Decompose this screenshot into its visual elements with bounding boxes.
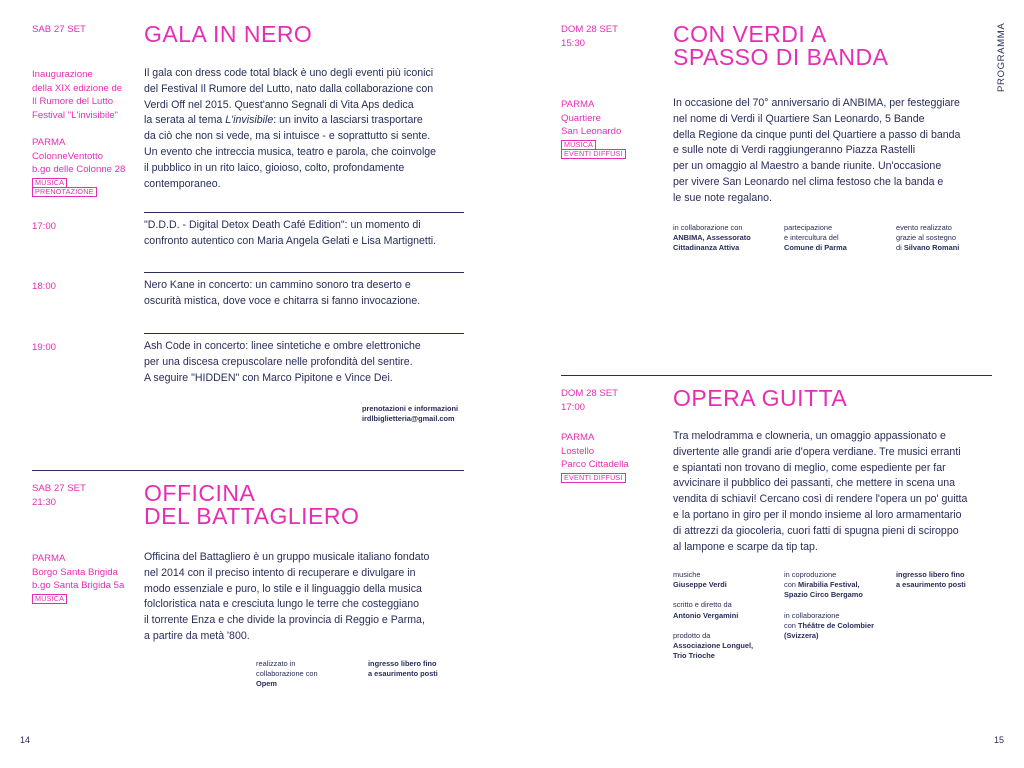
- schedule-line: per una discesa crepuscolare nelle profondità del sentire.: [144, 355, 413, 368]
- opera-body-line: e spiantati non trovano di meglio, come espediente per far: [673, 461, 946, 474]
- verdi-credit-1: [673, 223, 751, 254]
- officina-body-line: nel 2014 con il preciso intento di recuperare e divulgare in: [144, 566, 416, 579]
- verdi-datetime: [561, 23, 618, 50]
- schedule-line: Nero Kane in concerto: un cammino sonoro tra deserto e: [144, 279, 411, 291]
- divider: [144, 212, 464, 213]
- schedule-line: confronto autentico con Maria Angela Gelati e Lisa Martignetti.: [144, 234, 437, 247]
- officina-city: PARMA: [32, 553, 66, 564]
- schedule-item: [144, 339, 421, 386]
- tag-eventi-diffusi: EVENTI DIFFUSI: [561, 473, 626, 483]
- officina-body-line: il torrente Enza e che divide la provincia di Reggio e Parma,: [144, 614, 425, 627]
- tag-prenotazione: PRENOTAZIONE: [32, 187, 97, 197]
- credit-line: realizzato in: [256, 659, 296, 668]
- verdi-tags: [561, 139, 626, 159]
- opera-body-line: di attrezzi da giocoleria, cuori fatti di spugna pieni di sciroppo: [673, 524, 959, 537]
- schedule-line: A seguire "HIDDEN" con Marco Pipitone e Vince Dei.: [144, 371, 393, 384]
- gala-intro-line: Festival "L'invisibile": [32, 109, 118, 121]
- opera-body-line: e la portano in giro per il mondo insieme al loro armamentario: [673, 508, 962, 521]
- gala-venue-line: b.go delle Colonne 28: [32, 164, 126, 176]
- credit-line: e intercultura del: [784, 233, 839, 243]
- opera-title: OPERA GUITTA: [673, 385, 848, 411]
- verdi-credit-3: [896, 223, 959, 254]
- credit-bold: Antonio Vergamini: [673, 610, 739, 620]
- credit-bold: Trio Trioche: [673, 651, 715, 661]
- gala-tags: [32, 177, 125, 197]
- credit-bold: Comune di Parma: [784, 243, 847, 253]
- officina-time: 21:30: [32, 496, 57, 508]
- side-label: PROGRAMMA: [996, 22, 1007, 92]
- opera-body-line: avvicinare il pubblico dei passanti, che mettere in scena una: [673, 477, 956, 490]
- officina-title: [144, 482, 359, 528]
- officina-credit: [256, 659, 318, 690]
- verdi-body-line: per vivere San Leonardo nel clima festoso che la banda e: [673, 175, 944, 188]
- credit-line: in coproduzione: [784, 570, 837, 579]
- gala-city: PARMA: [32, 137, 66, 148]
- verdi-venue-line: San Leonardo: [561, 126, 622, 138]
- schedule-time: 18:00: [32, 281, 57, 292]
- credit-line: collaborazione con: [256, 669, 318, 679]
- officina-body-line: Officina del Battagliero è un gruppo musicale italiano fondato: [144, 551, 430, 563]
- officina-venue-line: Borgo Santa Brigida: [32, 566, 118, 578]
- credit-bold: Spazio Circo Bergamo: [784, 590, 863, 600]
- opera-description: [673, 429, 967, 555]
- officina-entry: [368, 659, 438, 679]
- verdi-venue-line: Quartiere: [561, 112, 601, 124]
- tag-musica: MUSICA: [561, 140, 596, 150]
- gala-body-line: Un evento che intreccia musica, teatro e parola, che coinvolge: [144, 145, 437, 158]
- opera-body-line: al lampone e scarpe da tip tap.: [673, 540, 818, 553]
- gala-body-line: il pubblico in un rito laico, gioioso, colto, profondamente: [144, 161, 405, 174]
- opera-date: DOM 28 SET: [561, 388, 619, 399]
- section-divider: [561, 375, 992, 376]
- credit-bold: Mirabilia Festival,: [797, 580, 860, 590]
- gala-description: [144, 66, 436, 192]
- schedule-line: oscurità mistica, dove voce e chitarra si fanno invocazione.: [144, 294, 421, 307]
- officina-tags: [32, 593, 124, 604]
- officina-description: [144, 550, 429, 645]
- credit-bold: Associazione Longuel,: [673, 641, 754, 651]
- opera-entry: [896, 570, 966, 590]
- opera-tags: [561, 472, 629, 483]
- officina-body-line: a partire da metà '800.: [144, 629, 250, 642]
- entry-line: a esaurimento posti: [896, 580, 966, 590]
- gala-body-line: la serata al tema L'invisibile: un invito a lasciarsi trasportare: [144, 114, 423, 127]
- gala-contact: [362, 404, 458, 424]
- opera-body-line: Tra melodramma e clowneria, un omaggio appassionato e: [673, 430, 946, 442]
- verdi-city: PARMA: [561, 99, 595, 110]
- schedule-item: [144, 218, 436, 250]
- tag-musica: MUSICA: [32, 178, 67, 188]
- gala-intro-line: Il Rumore del Lutto: [32, 96, 114, 108]
- credit-line: grazie al sostegno: [896, 233, 956, 243]
- gala-date: SAB 27 SET: [32, 24, 86, 35]
- schedule-item: [144, 278, 420, 310]
- gala-venue: [32, 136, 125, 197]
- credit-bold: ANBIMA, Assessorato: [673, 233, 751, 243]
- verdi-title: [673, 23, 888, 69]
- opera-city: PARMA: [561, 432, 595, 443]
- credit-bold: Cittadinanza Attiva: [673, 243, 740, 253]
- opera-venue-line: Parco Cittadella: [561, 459, 629, 471]
- contact-label: prenotazioni e informazioni: [362, 404, 459, 413]
- entry-line: a esaurimento posti: [368, 669, 438, 679]
- credit-bold: Théâtre de Colombier: [797, 620, 874, 630]
- verdi-credit-2: [784, 223, 847, 254]
- officina-body-line: modo essenziale e puro, lo stile e il linguaggio della musica: [144, 582, 422, 595]
- credit-bold: (Svizzera): [784, 631, 819, 641]
- credit-line: musiche: [673, 570, 701, 579]
- credit-bold: Opem: [256, 679, 277, 689]
- schedule-line: Ash Code in concerto: linee sintetiche e ombre elettroniche: [144, 340, 421, 352]
- credit-line: con: [784, 620, 798, 630]
- officina-datetime: [32, 482, 86, 509]
- verdi-title-line: CON VERDI A: [673, 21, 827, 47]
- credit-line: prodotto da: [673, 630, 711, 640]
- opera-body-line: vendita di schiavi! Cercano così di rendere l'opera un po' guitta: [673, 493, 968, 506]
- gala-venue-line: ColonneVentotto: [32, 150, 103, 162]
- verdi-date: DOM 28 SET: [561, 24, 619, 35]
- credit-line: di: [896, 243, 902, 253]
- divider: [144, 333, 464, 334]
- verdi-time: 15:30: [561, 37, 586, 49]
- credit-bold: Silvano Romani: [903, 243, 960, 253]
- credit-line: evento realizzato: [896, 223, 952, 232]
- schedule-line: "D.D.D. - Digital Detox Death Café Edition": un momento di: [144, 219, 421, 231]
- officina-title-line: DEL BATTAGLIERO: [144, 503, 360, 529]
- credit-line: partecipazione: [784, 223, 833, 232]
- opera-credits-col1: [673, 570, 753, 661]
- verdi-title-line: SPASSO DI BANDA: [673, 44, 889, 70]
- page-number-left: 14: [20, 735, 31, 745]
- opera-time: 17:00: [561, 401, 586, 413]
- gala-intro-line: Inaugurazione: [32, 69, 93, 80]
- opera-venue-line: Lostello: [561, 445, 595, 457]
- verdi-body-line: della Regione da cinque punti del Quartiere a passo di banda: [673, 128, 961, 141]
- officina-venue-line: b.go Santa Brigida 5a: [32, 580, 125, 592]
- section-divider: [32, 470, 464, 471]
- gala-body-line: Verdi Off nel 2015. Quest'anno Segnali di Vita Aps dedica: [144, 98, 414, 111]
- verdi-description: [673, 96, 960, 207]
- page-number-right: 15: [994, 735, 1005, 745]
- verdi-body-line: e sulle note di Verdi raggiungeranno Piazza Rastelli: [673, 144, 916, 157]
- gala-intro-line: della XIX edizione de: [32, 82, 123, 94]
- gala-intro: [32, 68, 122, 122]
- officina-venue: [32, 552, 124, 604]
- schedule-time: 19:00: [32, 342, 57, 353]
- opera-datetime: [561, 387, 618, 414]
- credit-line: scritto e diretto da: [673, 600, 732, 610]
- opera-body-line: divertente alle grandi arie d'opera verdiane. Tre musici erranti: [673, 445, 961, 458]
- tag-eventi-diffusi: EVENTI DIFFUSI: [561, 149, 626, 159]
- credit-line: in collaborazione con: [673, 223, 743, 232]
- gala-title: GALA IN NERO: [144, 21, 313, 47]
- entry-line: ingresso libero fino: [368, 659, 437, 668]
- verdi-body-line: In occasione del 70° anniversario di ANBIMA, per festeggiare: [673, 97, 960, 109]
- schedule-time: 17:00: [32, 221, 57, 232]
- opera-credits-col2: [784, 570, 874, 641]
- credit-bold: Giuseppe Verdi: [673, 580, 727, 590]
- verdi-venue: [561, 98, 626, 159]
- officina-body-line: folcloristica nata e cresciuta lungo le terre che costeggiano: [144, 598, 420, 611]
- gala-body-line: Il gala con dress code total black è uno degli eventi più iconici: [144, 67, 434, 79]
- tag-musica: MUSICA: [32, 594, 67, 604]
- gala-body-line: da ciò che non si vede, ma si intuisce - e soprattutto si sente.: [144, 130, 431, 143]
- gala-body-line: del Festival Il Rumore del Lutto, nato dalla collaborazione con: [144, 82, 434, 95]
- theme-emphasis: L'invisibile: [225, 114, 274, 127]
- credit-line: in collaborazione: [784, 610, 840, 620]
- credit-line: con: [784, 580, 798, 590]
- gala-body-line: contemporaneo.: [144, 177, 221, 190]
- opera-venue: [561, 431, 629, 483]
- divider: [144, 272, 464, 273]
- verdi-body-line: nel nome di Verdi il Quartiere San Leonardo, 5 Bande: [673, 112, 925, 125]
- verdi-body-line: le sue note regalano.: [673, 191, 772, 204]
- entry-line: ingresso libero fino: [896, 570, 965, 579]
- contact-email[interactable]: irdlbiglietteria@gmail.com: [362, 414, 455, 424]
- verdi-body-line: per un omaggio al Maestro a bande riunite. Un'occasione: [673, 160, 942, 173]
- officina-title-line: OFFICINA: [144, 480, 256, 506]
- officina-date: SAB 27 SET: [32, 483, 86, 494]
